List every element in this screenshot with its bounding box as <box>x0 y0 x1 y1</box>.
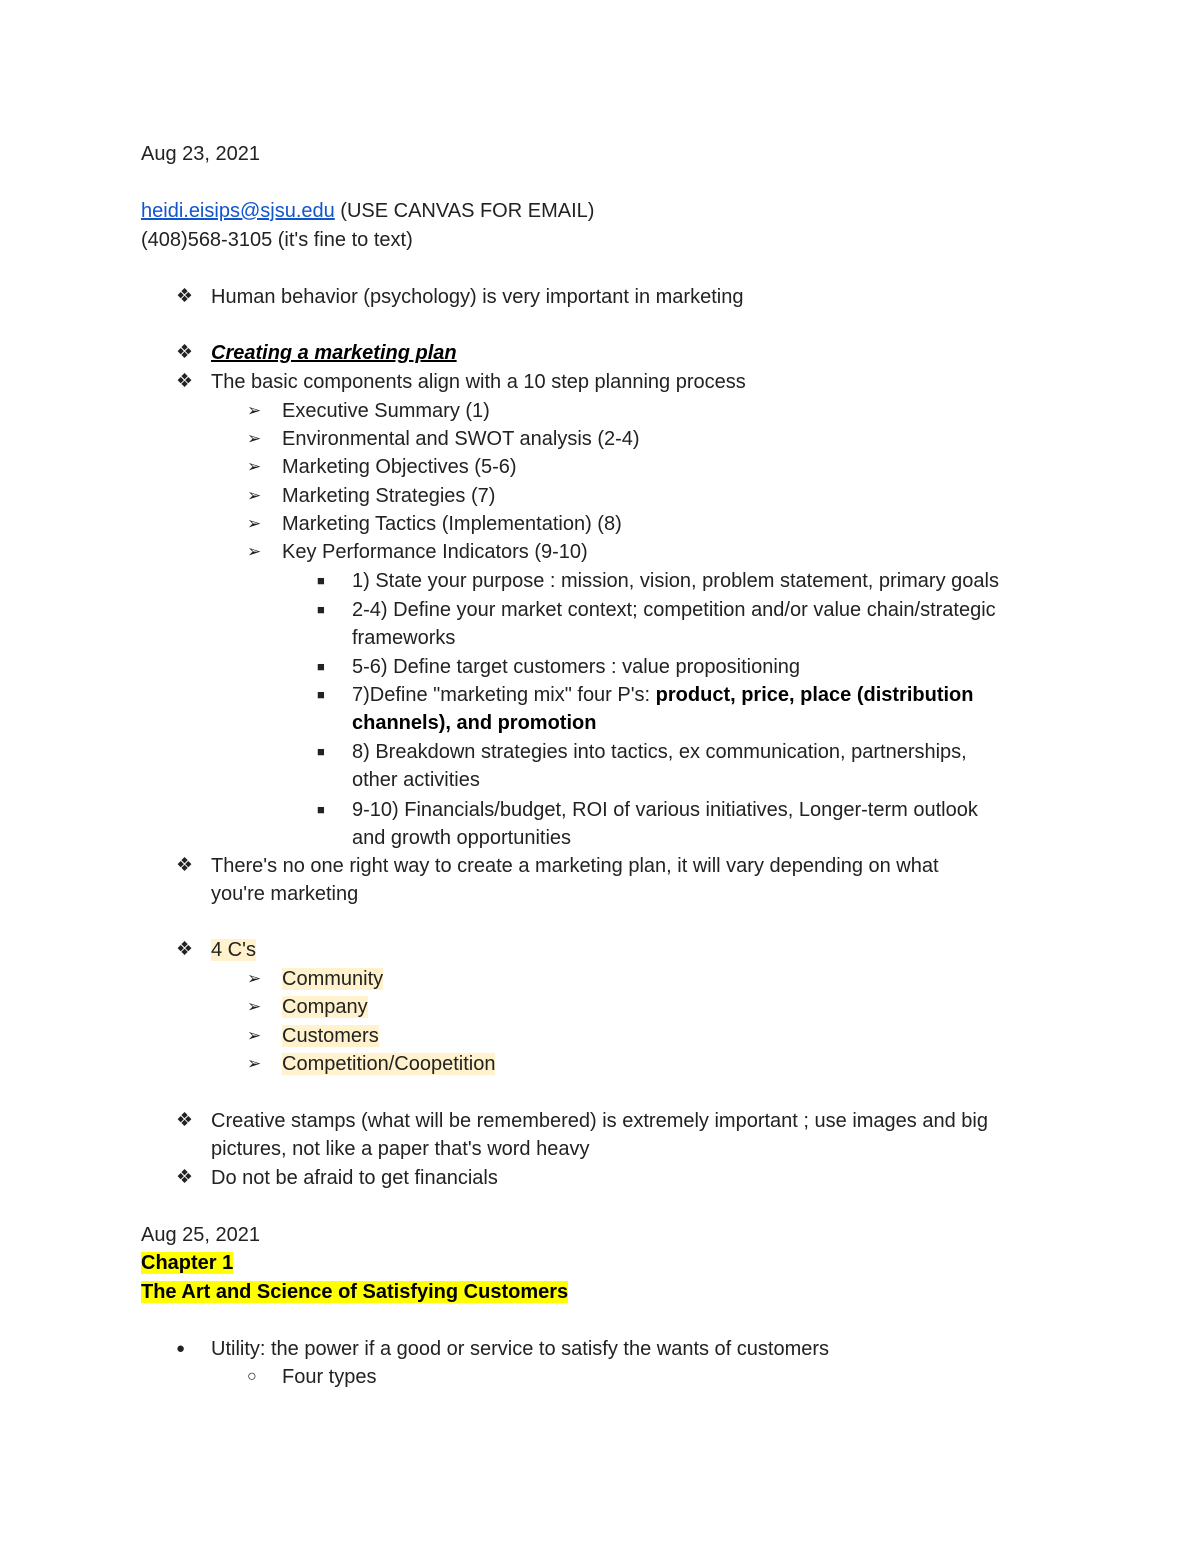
diamond-bullet-icon: ❖ <box>176 371 194 392</box>
note-creative-stamps-continued: pictures, not like a paper that's word heavy <box>211 1138 590 1160</box>
square-bullet-icon: ■ <box>317 573 325 588</box>
four-cs-item <box>282 1022 379 1050</box>
square-bullet-icon: ■ <box>317 744 325 759</box>
detail-item: 2-4) Define your market context; competition and/or value chain/strategic <box>352 599 996 621</box>
detail-item: 8) Breakdown strategies into tactics, ex communication, partnerships, <box>352 741 967 763</box>
arrow-bullet-icon: ➢ <box>247 1026 262 1045</box>
chapter-label-text: Chapter 1 <box>141 1252 234 1274</box>
bullet-icon: ● <box>176 1340 186 1357</box>
note-no-one-right-way: There's no one right way to create a marketing plan, it will vary depending on what <box>211 855 939 877</box>
contact-phone: (408)568-3105 (it's fine to text) <box>141 229 413 251</box>
note-creative-stamps: Creative stamps (what will be remembered) is extremely important ; use images and big <box>211 1110 988 1132</box>
note-financials: Do not be afraid to get financials <box>211 1167 498 1189</box>
contact-email-line <box>141 197 594 225</box>
detail-item-marketing-mix <box>352 681 973 709</box>
heading-creating-marketing-plan-text: Creating a marketing plan <box>211 342 457 364</box>
diamond-bullet-icon: ❖ <box>176 855 194 876</box>
note-basic-components: The basic components align with a 10 step planning process <box>211 371 746 393</box>
four-cs-item <box>282 1050 495 1078</box>
chapter-label <box>141 1249 233 1277</box>
chapter-title-text: The Art and Science of Satisfying Customers <box>141 1281 569 1303</box>
step-item: Executive Summary (1) <box>282 400 490 422</box>
diamond-bullet-icon: ❖ <box>176 1167 194 1188</box>
detail-item-continued: other activities <box>352 769 480 791</box>
four-cs-item <box>282 965 383 993</box>
email-note: (USE CANVAS FOR EMAIL) <box>334 200 595 222</box>
detail-item-continued: frameworks <box>352 627 456 649</box>
detail-item: 5-6) Define target customers : value propositioning <box>352 656 801 678</box>
heading-four-cs <box>211 936 256 964</box>
arrow-bullet-icon: ➢ <box>247 1054 262 1073</box>
note-human-behavior: Human behavior (psychology) is very important in marketing <box>211 286 744 308</box>
diamond-bullet-icon: ❖ <box>176 939 194 960</box>
diamond-bullet-icon: ❖ <box>176 342 194 363</box>
date-heading-aug-25: Aug 25, 2021 <box>141 1224 260 1246</box>
four-cs-item <box>282 993 368 1021</box>
step-item: Marketing Tactics (Implementation) (8) <box>282 513 622 535</box>
four-cs-item-text: Customers <box>282 1025 379 1047</box>
detail-item-continued: and growth opportunities <box>352 827 572 849</box>
date-heading-aug-23: Aug 23, 2021 <box>141 143 260 165</box>
arrow-bullet-icon: ➢ <box>247 486 262 505</box>
diamond-bullet-icon: ❖ <box>176 286 194 307</box>
square-bullet-icon: ■ <box>317 602 325 617</box>
step-item: Key Performance Indicators (9-10) <box>282 541 588 563</box>
four-cs-item-text: Community <box>282 968 384 990</box>
note-utility: Utility: the power if a good or service to satisfy the wants of customers <box>211 1338 830 1360</box>
detail-prefix: 7)Define "marketing mix" four P's: <box>352 684 656 706</box>
square-bullet-icon: ■ <box>317 687 325 702</box>
square-bullet-icon: ■ <box>317 802 325 817</box>
arrow-bullet-icon: ➢ <box>247 401 262 420</box>
four-cs-item-text: Competition/Coopetition <box>282 1053 496 1075</box>
heading-creating-marketing-plan <box>211 339 457 367</box>
diamond-bullet-icon: ❖ <box>176 1110 194 1131</box>
heading-four-cs-text: 4 C's <box>211 939 256 961</box>
circle-bullet-icon: ○ <box>247 1368 257 1385</box>
detail-item: 1) State your purpose : mission, vision, problem statement, primary goals <box>352 570 999 592</box>
arrow-bullet-icon: ➢ <box>247 429 262 448</box>
detail-bold: product, price, place (distribution <box>655 684 974 706</box>
detail-item: 9-10) Financials/budget, ROI of various initiatives, Longer-term outlook <box>352 799 978 821</box>
step-item: Marketing Objectives (5-6) <box>282 456 517 478</box>
arrow-bullet-icon: ➢ <box>247 542 262 561</box>
detail-bold-continued: channels), and promotion <box>352 712 597 734</box>
chapter-title <box>141 1278 568 1306</box>
step-item: Marketing Strategies (7) <box>282 485 496 507</box>
note-four-types: Four types <box>282 1366 377 1388</box>
email-link[interactable]: heidi.eisips@sjsu.edu <box>141 200 335 222</box>
note-no-one-right-way-continued: you're marketing <box>211 883 359 905</box>
arrow-bullet-icon: ➢ <box>247 997 262 1016</box>
arrow-bullet-icon: ➢ <box>247 514 262 533</box>
four-cs-item-text: Company <box>282 996 368 1018</box>
step-item: Environmental and SWOT analysis (2-4) <box>282 428 640 450</box>
arrow-bullet-icon: ➢ <box>247 457 262 476</box>
square-bullet-icon: ■ <box>317 659 325 674</box>
arrow-bullet-icon: ➢ <box>247 969 262 988</box>
